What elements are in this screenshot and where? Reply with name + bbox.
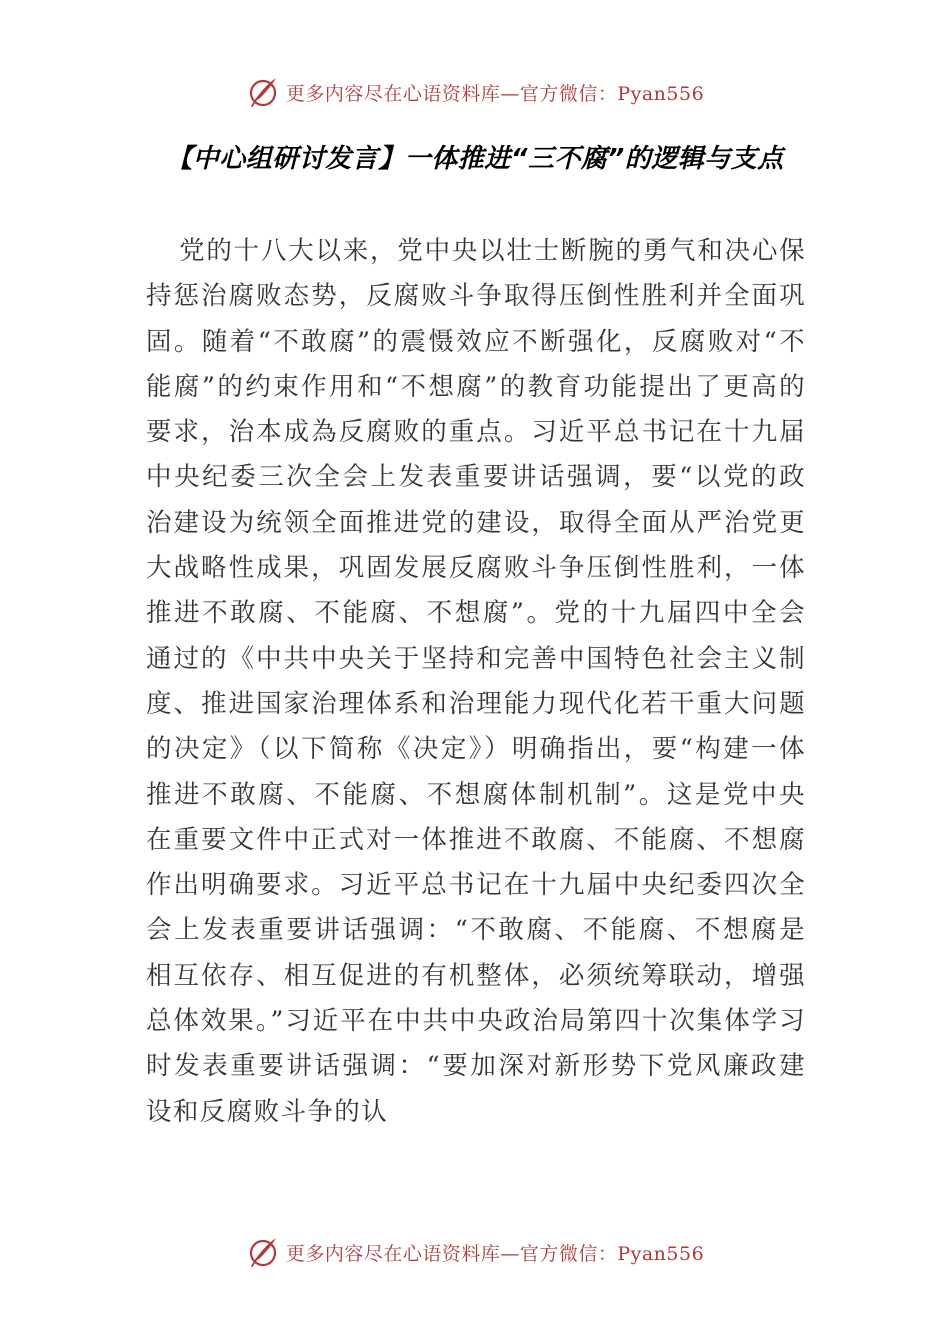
document-title: 【中心组研讨发言】一体推进“三不腐”的逻辑与支点	[166, 144, 784, 174]
header-banner	[0, 72, 950, 112]
quill-pen-circle-icon	[246, 1235, 280, 1269]
footer-banner	[0, 1232, 950, 1272]
header-banner-text	[286, 79, 704, 106]
footer-wechat-text: 官方微信：Pyan556	[519, 1242, 705, 1265]
footer-site-text: 更多内容尽在心语资料库	[285, 1242, 501, 1265]
header-separator: —	[500, 82, 520, 105]
header-wechat-text: 官方微信：Pyan556	[519, 82, 705, 105]
header-site-text: 更多内容尽在心语资料库	[285, 82, 501, 105]
document-paragraph: 党的十八大以来，党中央以壮士断腕的勇气和决心保持惩治腐败态势，反腐败斗争取得压倒性胜利并全面巩固。随着“不敢腐”的震慑效应不断强化，反腐败对“不能腐”的约束作用和“不想腐”的教育功能提出了更高的要求，治本成為反腐败的重点。习近平总书记在十九届中央纪委三次全会上发表重要讲话强调，要“以党的政治建设为统领全面推进党的建设，取得全面从严治党更大战略性成果，巩固发展反腐败斗争压倒性胜利，一体推进不敢腐、不能腐、不想腐”。党的十九届四中全会通过的《中共中央关于坚持和完善中国特色社会主义制度、推进国家治理体系和治理能力现代化若干重大问题的决定》（以下简称《决定》）明确指出，要“构建一体推进不敢腐、不能腐、不想腐体制机制”。这是党中央在重要文件中正式对一体推进不敢腐、不能腐、不想腐作出明确要求。习近平总书记在十九届中央纪委四次全会上发表重要讲话强调：“不敢腐、不能腐、不想腐是相互依存、相互促进的有机整体，必须统筹联动，增强总体效果。”习近平在中共中央政治局第四十次集体学习时发表重要讲话强调：“要加深对新形势下党风廉政建设和反腐败斗争的认	[146, 236, 806, 1127]
footer-separator: —	[500, 1242, 520, 1265]
quill-pen-circle-icon	[246, 75, 280, 109]
footer-banner-text	[286, 1239, 704, 1266]
